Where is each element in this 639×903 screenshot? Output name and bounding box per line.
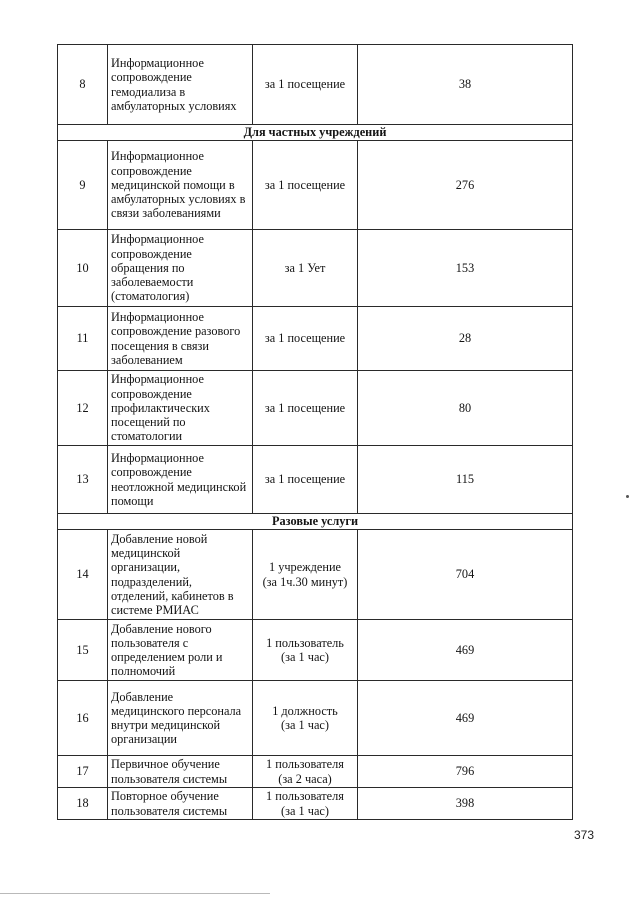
service-unit [253, 788, 358, 820]
row-number: 16 [58, 681, 108, 756]
row-number: 11 [58, 307, 108, 371]
service-price: 80 [358, 371, 573, 446]
table-row [58, 681, 573, 756]
table-row [58, 371, 573, 446]
service-unit [253, 756, 358, 788]
service-name: Добавление медицинского персонала внутри медицинской организации [108, 681, 253, 756]
service-name: Информационное сопровождение медицинской помощи в амбулаторных условиях в связи заболеваниями [108, 141, 253, 230]
unit-quantity: 1 пользователя [266, 789, 344, 804]
unit-duration: (за 1 час) [281, 803, 329, 818]
service-name: Добавление новой медицинской организации, подразделений, отделений, кабинетов в системе РМИАС [108, 530, 253, 620]
scan-artifact-dot [626, 495, 629, 498]
row-number: 9 [58, 141, 108, 230]
row-number: 14 [58, 530, 108, 620]
service-unit: за 1 посещение [253, 446, 358, 514]
service-name: Информационное сопровождение обращения по заболеваемости (стоматология) [108, 230, 253, 307]
service-price: 469 [358, 620, 573, 681]
service-price: 115 [358, 446, 573, 514]
service-price: 796 [358, 756, 573, 788]
service-price: 704 [358, 530, 573, 620]
table-row [58, 307, 573, 371]
table-row [58, 141, 573, 230]
row-number: 8 [58, 45, 108, 125]
service-unit: за 1 посещение [253, 371, 358, 446]
service-name: Первичное обучение пользователя системы [108, 756, 253, 788]
unit-duration: (за 1 час) [281, 718, 329, 732]
unit-duration: (за 1 час) [281, 650, 329, 664]
row-number: 18 [58, 788, 108, 820]
table-row [58, 756, 573, 788]
service-price: 469 [358, 681, 573, 756]
service-unit [253, 620, 358, 681]
row-number: 12 [58, 371, 108, 446]
service-price: 28 [358, 307, 573, 371]
unit-quantity: 1 учреждение [269, 560, 341, 575]
table-row [58, 530, 573, 620]
table-row [58, 446, 573, 514]
unit-duration: (за 1ч.30 минут) [262, 574, 348, 589]
service-price: 153 [358, 230, 573, 307]
unit-quantity: 1 пользователь [266, 635, 344, 650]
service-unit: за 1 посещение [253, 307, 358, 371]
scan-artifact-line [0, 893, 270, 894]
section-header-row [58, 514, 573, 530]
service-unit [253, 530, 358, 620]
service-name: Информационное сопровождение профилактических посещений по стоматологии [108, 371, 253, 446]
row-number: 13 [58, 446, 108, 514]
service-name: Информационное сопровождение разового посещения в связи заболеванием [108, 307, 253, 371]
row-number: 15 [58, 620, 108, 681]
service-unit: за 1 посещение [253, 45, 358, 125]
table-row [58, 45, 573, 125]
row-number: 17 [58, 756, 108, 788]
section-title-private-institutions: Для частных учреждений [58, 125, 573, 141]
service-name: Добавление нового пользователя с определением роли и полномочий [108, 620, 253, 681]
section-title-one-time-services: Разовые услуги [58, 514, 573, 530]
service-name: Информационное сопровождение неотложной медицинской помощи [108, 446, 253, 514]
page-number: 373 [574, 828, 595, 842]
service-name: Информационное сопровождение гемодиализа в амбулаторных условиях [108, 45, 253, 125]
service-price: 276 [358, 141, 573, 230]
section-header-row [58, 125, 573, 141]
unit-quantity: 1 должность [272, 703, 338, 718]
unit-duration: (за 2 часа) [278, 771, 332, 786]
service-unit: за 1 посещение [253, 141, 358, 230]
service-unit [253, 681, 358, 756]
unit-quantity: 1 пользователя [266, 757, 344, 772]
table-row [58, 230, 573, 307]
service-price: 38 [358, 45, 573, 125]
table-row [58, 788, 573, 820]
row-number: 10 [58, 230, 108, 307]
service-name: Повторное обучение пользователя системы [108, 788, 253, 820]
service-unit: за 1 Ует [253, 230, 358, 307]
service-price: 398 [358, 788, 573, 820]
services-price-table [57, 44, 573, 820]
table-row [58, 620, 573, 681]
